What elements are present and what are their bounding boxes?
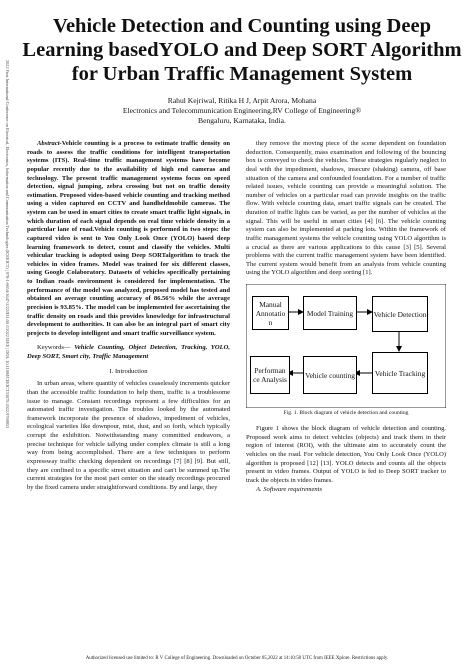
section-heading-introduction: I. Introduction: [109, 367, 148, 375]
figure-paragraph: Figure 1 shows the block diagram of vehicle detection and counting. Proposed work aims to detect vehicles (objects) and track them in their region of interest (ROI), with the ultimate aim to accurately count the vehicles on the road. For vehicle detection, You Only Look Once (YOLO) algorithm is proposed [12] [13]. YOLO detects and counts all the objects present in video frames. Output of YOLO is fed to Deep SORT tracker to track the objects in video frames.: [246, 425, 446, 484]
side-doi-note: 2022 First International Conference on Electrical, Electronics, Information and Communication Technologies (ICEEICT) | 978-1-6654-3647-2/22/$31.00 ©2022 IEEE | DOI: 10.1109/ICEEICT53079.2022.9768853: [5, 60, 10, 429]
license-footer: Authorized licensed use limited to: R V College of Engineering. Downloaded on October 05,2022 at 14:10:58 UTC from IEEE Xplore. Restrictions apply.: [85, 656, 389, 661]
keywords: [27, 344, 230, 361]
block-diagram: [246, 284, 446, 408]
body-paragraph: they remove the moving piece of the scene dependent on foundation deduction. Consequently, mass examination and following of the bouncing box is conveyed to check the vehicles. These strategies regularly neglect to deal with the impediment, shadows, insecure (shaking) camera, off base situation of the camera and confounded foundation. For a number of traffic related issues, vehicle counting can provide a meaningful solution. The number of vehicles on a particular road can provide insights on the traffic flow. With vehicle counting data, smart traffic signals can be created. The duration of traffic lights can be varied, as per the number of vehicles at the signal. This will be useful in smart cities [4] [6]. The vehicle counting system can also be implemented at parking lots. Within the framework of traffic management systems the vehicle counting using YOLO algorithm is a crucial as there are various applications to this cause [3] [5]. Several problems with the current traffic management system have been identified. The current system would benefit from an analysis from vehicle counting using the YOLO algorithm and deep sorting [1].: [246, 140, 446, 277]
keywords-terms: Vehicle Counting, Object Detection, Tracking, YOLO, Deep SORT, Smart city, Traffic Management: [27, 344, 230, 360]
author-block: [20, 96, 464, 126]
author-affiliation: Electronics and Telecommunication Engineering,RV College of Engineering®: [122, 106, 362, 115]
keywords-label: Keywords—: [37, 344, 71, 352]
subsection-heading: A. Software requirements: [256, 486, 323, 494]
author-names: Rahul Kejriwal, Ritika H J, Arpit Arora, Mohana: [167, 96, 317, 105]
box-vehicle-counting: Vehicle counting: [303, 356, 357, 394]
abstract-label: Abstract-: [37, 140, 62, 147]
box-vehicle-tracking: Vehicle Tracking: [372, 352, 428, 394]
intro-paragraph: In urban areas, where quantity of vehicles ceaselessly increments quicker than the accessible traffic foundation to help them, traffic is a troublesome issue to manage. Constant recordings represent a few difficulties for an automated traffic investigation. The troubles looked by the automated framework incorporate the presence of shadows, impediment of vehicles, ecological varieties like downpour, mist, dust, and so forth, which typically corrupt the exhibition. Notwithstanding many committed endeavors, a precise technique for vehicle tallying under complex climate is still a long way from being accomplished. There are a few techniques to perform expressway traffic checking dependent on recordings [7] [8] [9]. But still, they are confined to a specific street situation and can't be summed up.The current strategies for the most part center on the steady recordings procured by the fixed camera under straightforward conditions. By and large, they: [27, 380, 230, 491]
box-performance-analysis: Performan ce Analysis: [250, 356, 290, 394]
box-vehicle-detection: Vehicle Detection: [372, 296, 428, 332]
paper-title: Vehicle Detection and Counting using Deep Learning basedYOLO and Deep SORT Algorithm for Urban Traffic Management System: [22, 15, 462, 85]
right-column: [246, 140, 446, 495]
box-model-training: Model Training: [303, 296, 357, 330]
abstract-text: Vehicle counting is a process to estimate traffic density on roads to assess the traffic conditions for intelligent transportation systems (ITS). Real-time traffic management systems have become popular recently due to the availability of high end cameras and technology. The present traffic management systems focus on speed detection, signal jumping, zebra crossing but not on traffic density estimation. Proposed video-based vehicle counting and tracking method using a video captured on CCTV and handheldmobile cameras. The system can be used in smart cities to create smart traffic light signals, in which duration of each signal depends on real time vehicle density in a particular lane of road.Vehicle counting is performed in two steps: the captured video is sent to You Only Look Once (YOLO) based deep learning framework to detect, count and classify the vehicles. Multi vehicular tracking is adopted using Deep SORTalgorithm to track the vehicles in video frames. Model was trained for six different classes, using Google Colaboratory. Datasets of vehicles specifically pertaining to Indian roads environment is considered for implementation. The performance of the model was analyzed, proposed model has tested and obtained an average counting accuracy of 86.56% while the average precision is 93.85%. The model can be implemented for ascertaining the traffic density on roads and this provides knowledge for infrastructural development to authorities. It can also be an integral part of smart city projects to develop intelligent and smart traffic surveillance system.: [27, 140, 230, 337]
author-location: Bengaluru, Karnataka, India.: [198, 116, 286, 125]
figure-caption: Fig. 1. Block diagram of vehicle detection and counting: [283, 410, 409, 416]
left-column: [27, 140, 230, 492]
box-manual-annotation: Manual Annotatio n: [252, 296, 289, 330]
abstract: [27, 140, 230, 338]
